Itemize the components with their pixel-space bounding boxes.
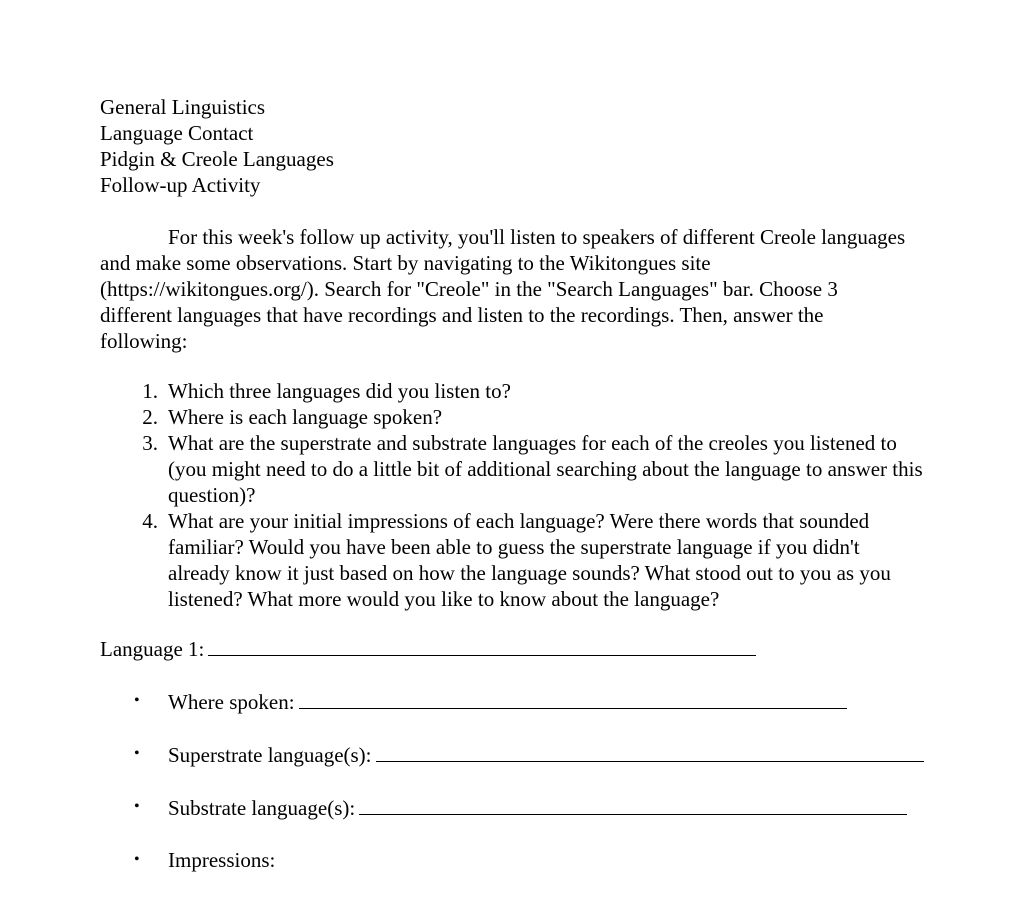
superstrate-row: [100, 741, 980, 767]
impressions-label: Impressions:: [168, 848, 276, 872]
intro-line: and make some observations. Start by navigating to the Wikitongues site: [100, 251, 711, 275]
bullet-icon: •: [134, 745, 140, 762]
question-line: already know it just based on how the language sounds? What stood out to you as you: [168, 561, 891, 585]
language-1-row: [100, 635, 756, 662]
language-1-field[interactable]: [208, 635, 756, 656]
question-item: [100, 430, 980, 508]
question-item: [100, 508, 980, 612]
topic-title: Pidgin & Creole Languages: [100, 147, 334, 171]
question-number: 3.: [142, 431, 158, 455]
intro-line: For this week's follow up activity, you'll listen to speakers of different Creole languages: [168, 225, 906, 249]
course-title: General Linguistics: [100, 95, 266, 119]
intro-line: (https://wikitongues.org/). Search for "Creole" in the "Search Languages" bar. Choose 3: [100, 277, 838, 301]
substrate-field[interactable]: [359, 794, 907, 815]
question-line: What are the superstrate and substrate languages for each of the creoles you listened to: [168, 431, 897, 455]
intro-paragraph: [100, 224, 975, 354]
where-spoken-label: Where spoken:: [168, 690, 295, 714]
question-line: What are your initial impressions of each language? Were there words that sounded: [168, 509, 870, 533]
where-spoken-field[interactable]: [299, 688, 847, 709]
document-header: [100, 94, 334, 198]
language-1-label: Language 1:: [100, 637, 205, 661]
question-item: [100, 378, 980, 404]
question-item: [100, 404, 980, 430]
question-number: 4.: [142, 509, 158, 533]
question-line: question)?: [168, 483, 256, 507]
question-number: 1.: [142, 379, 158, 403]
question-line: Where is each language spoken?: [168, 405, 443, 429]
where-spoken-row: [100, 688, 980, 714]
question-list: [100, 378, 980, 612]
bullet-icon: •: [134, 851, 140, 868]
intro-line: different languages that have recordings and listen to the recordings. Then, answer the: [100, 303, 824, 327]
question-line: listened? What more would you like to know about the language?: [168, 587, 720, 611]
substrate-row: [100, 794, 980, 820]
question-line: Which three languages did you listen to?: [168, 379, 511, 403]
intro-line: following:: [100, 329, 188, 353]
question-number: 2.: [142, 405, 158, 429]
question-line: (you might need to do a little bit of additional searching about the language to answer this: [168, 457, 923, 481]
substrate-label: Substrate language(s):: [168, 796, 356, 820]
bullet-icon: •: [134, 692, 140, 709]
bullet-icon: •: [134, 798, 140, 815]
superstrate-label: Superstrate language(s):: [168, 743, 372, 767]
unit-title: Language Contact: [100, 121, 254, 145]
question-line: familiar? Would you have been able to guess the superstrate language if you didn't: [168, 535, 860, 559]
impressions-row: [100, 847, 980, 873]
superstrate-field[interactable]: [376, 741, 924, 762]
activity-title: Follow-up Activity: [100, 173, 261, 197]
